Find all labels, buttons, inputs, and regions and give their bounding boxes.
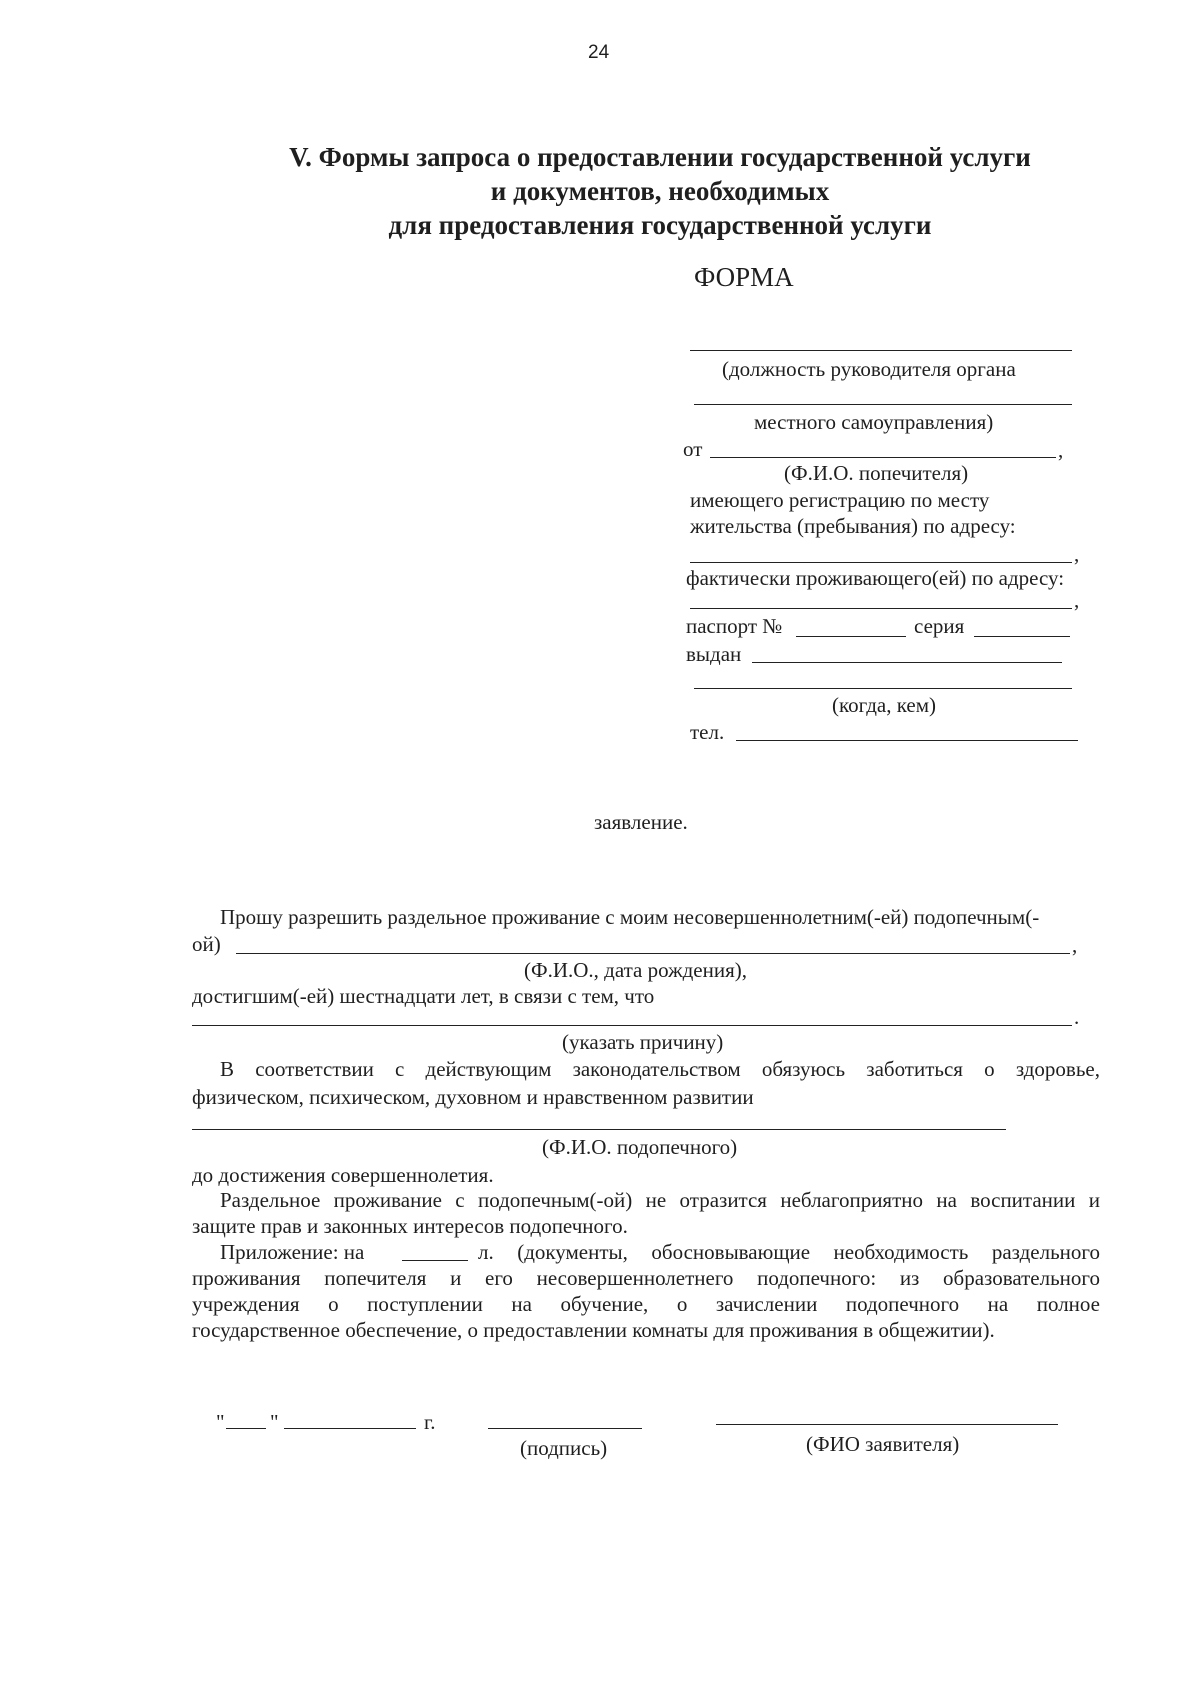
registration-address-line: [690, 562, 1072, 563]
passport-label: паспорт №: [686, 614, 783, 638]
body-p2-line-2: физическом, психическом, духовном и нравственном развитии: [192, 1085, 754, 1109]
actual-address-comma: ,: [1074, 588, 1080, 612]
registration-comma: ,: [1074, 542, 1080, 566]
position-caption-1: (должность руководителя органа: [722, 357, 1016, 381]
body-p2-line-1: В соответствии с действующим законодательством обязуюсь заботиться о здоровье,: [220, 1057, 1100, 1081]
body-p1-line-1: Прошу разрешить раздельное проживание с моим несовершеннолетним(-ей) подопечным(-: [220, 905, 1040, 929]
body-p4-line-1b: л. (документы, обосновывающие необходимость раздельного: [478, 1240, 1100, 1264]
statement-title: заявление.: [594, 810, 688, 834]
position-line-1: [690, 350, 1072, 351]
body-p4-line-1a: Приложение: на: [220, 1240, 365, 1264]
fio-caption: (Ф.И.О. попечителя): [784, 461, 969, 485]
body-p2-line-3: до достижения совершеннолетия.: [192, 1163, 494, 1187]
reason-caption: (указать причину): [562, 1030, 724, 1054]
body-p3-line-2: защите прав и законных интересов подопечного.: [192, 1214, 628, 1238]
body-p4-line-4: государственное обеспечение, о предоставлении комнаты для проживания в общежитии).: [192, 1318, 995, 1342]
position-caption-2: местного самоуправления): [754, 410, 994, 434]
applicant-name-line: [710, 457, 1056, 458]
form-label: ФОРМА: [694, 262, 794, 292]
section-heading-line-1: V. Формы запроса о предоставлении государственной услуги: [289, 142, 1031, 172]
section-heading-line-3: для предоставления государственной услуги: [388, 210, 932, 240]
reason-period: .: [1074, 1005, 1080, 1029]
signature-line: [488, 1428, 642, 1429]
reason-line: [192, 1025, 1072, 1026]
applicant-fio-caption: (ФИО заявителя): [806, 1432, 960, 1456]
signature-caption: (подпись): [520, 1436, 608, 1460]
actual-address-line: [690, 608, 1072, 609]
passport-series-line: [974, 636, 1070, 637]
p1-caption: (Ф.И.О., дата рождения),: [524, 958, 748, 982]
body-p1-line-3: достигшим(-ей) шестнадцати лет, в связи с тем, что: [192, 984, 655, 1008]
body-p3-line-1: Раздельное проживание с подопечным(-ой) не отразится неблагоприятно на воспитании и: [220, 1188, 1100, 1212]
p1-comma: ,: [1072, 933, 1078, 957]
registration-text-2: жительства (пребывания) по адресу:: [690, 514, 1016, 538]
body-p4-line-2: проживания попечителя и его несовершеннолетнего подопечного: из образовательного: [192, 1266, 1100, 1290]
registration-text-1: имеющего регистрацию по месту: [690, 488, 990, 512]
date-day-line: [226, 1428, 266, 1429]
ward-fio-caption: (Ф.И.О. подопечного): [542, 1135, 738, 1159]
date-quote-open: ": [216, 1410, 225, 1434]
position-line-2: [694, 404, 1072, 405]
date-quote-close: ": [270, 1410, 279, 1434]
phone-label: тел.: [690, 720, 725, 744]
page-number: 24: [588, 42, 610, 63]
body-p1-line-2-prefix: ой): [192, 932, 221, 956]
body-p4-line-3: учреждения о поступлении на обучение, о зачислении подопечного на полное: [192, 1292, 1100, 1316]
issued-label: выдан: [686, 642, 742, 666]
sheets-count-line: [402, 1260, 468, 1261]
series-label: серия: [914, 614, 965, 638]
issued-line: [752, 662, 1062, 663]
date-month-line: [284, 1428, 416, 1429]
from-comma: ,: [1058, 438, 1064, 462]
section-heading-line-2: и документов, необходимых: [490, 176, 830, 206]
ward-name-birthdate-line: [236, 953, 1070, 954]
issued-line-2: [694, 688, 1072, 689]
phone-line: [736, 740, 1078, 741]
date-year-suffix: г.: [424, 1410, 436, 1434]
applicant-fio-line: [716, 1424, 1058, 1425]
actual-address-label: фактически проживающего(ей) по адресу:: [686, 566, 1065, 590]
from-label: от: [683, 437, 703, 461]
issued-caption: (когда, кем): [832, 693, 936, 717]
ward-fio-line: [192, 1129, 1006, 1130]
passport-number-line: [796, 636, 906, 637]
